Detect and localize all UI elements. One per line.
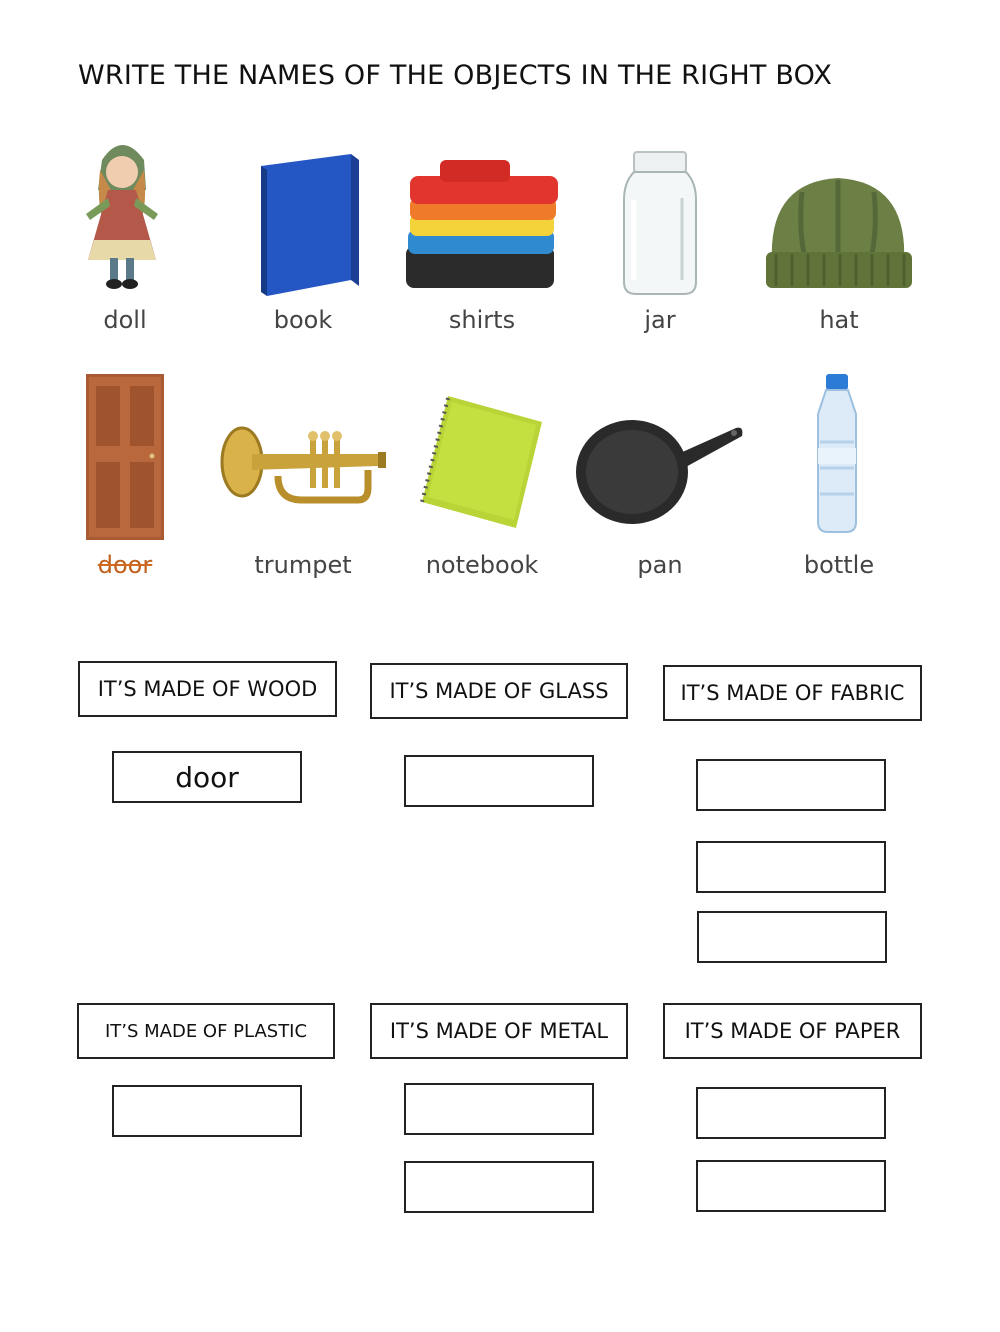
book-icon xyxy=(255,150,365,300)
shirts-icon xyxy=(400,150,565,300)
object-label-trumpet: trumpet xyxy=(254,551,352,579)
trumpet-icon xyxy=(218,420,388,520)
answer-box-paper-1[interactable] xyxy=(696,1087,886,1139)
category-paper-header: IT’S MADE OF PAPER xyxy=(663,1003,922,1059)
answer-box-fabric-3[interactable] xyxy=(697,911,887,963)
answer-box-plastic-1[interactable] xyxy=(112,1085,302,1137)
category-glass-header: IT’S MADE OF GLASS xyxy=(370,663,628,719)
object-label-shirts: shirts xyxy=(448,306,516,334)
object-label-door: door xyxy=(97,551,153,579)
category-plastic-header: IT’S MADE OF PLASTIC xyxy=(77,1003,335,1059)
object-label-bottle: bottle xyxy=(803,551,875,579)
category-wood-header: IT’S MADE OF WOOD xyxy=(78,661,337,717)
page-title: WRITE THE NAMES OF THE OBJECTS IN THE RIGHT BOX xyxy=(78,60,833,91)
hat-icon xyxy=(762,172,914,292)
object-label-notebook: notebook xyxy=(425,551,539,579)
answer-box-glass-1[interactable] xyxy=(404,755,594,807)
bottle-icon xyxy=(812,372,862,534)
answer-box-metal-1[interactable] xyxy=(404,1083,594,1135)
answer-box-fabric-1[interactable] xyxy=(696,759,886,811)
notebook-icon xyxy=(418,392,546,532)
object-label-jar: jar xyxy=(644,306,676,334)
door-icon xyxy=(86,374,164,540)
object-label-doll: doll xyxy=(103,306,147,334)
object-label-hat: hat xyxy=(819,306,859,334)
answer-box-metal-2[interactable] xyxy=(404,1161,594,1213)
answer-box-wood-1[interactable]: door xyxy=(112,751,302,803)
category-fabric-header: IT’S MADE OF FABRIC xyxy=(663,665,922,721)
doll-icon xyxy=(72,130,172,295)
category-metal-header: IT’S MADE OF METAL xyxy=(370,1003,628,1059)
answer-box-paper-2[interactable] xyxy=(696,1160,886,1212)
pan-icon xyxy=(574,416,746,528)
answer-box-fabric-2[interactable] xyxy=(696,841,886,893)
jar-icon xyxy=(620,150,700,298)
object-label-book: book xyxy=(273,306,333,334)
object-label-pan: pan xyxy=(637,551,683,579)
